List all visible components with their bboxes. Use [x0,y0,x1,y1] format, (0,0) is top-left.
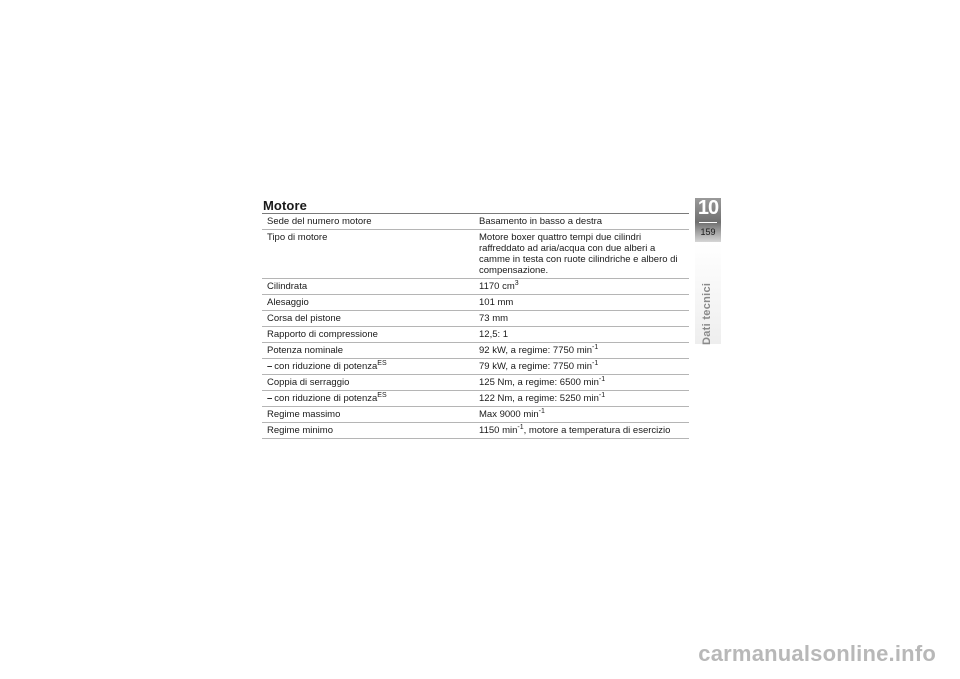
spec-value [473,343,689,359]
spec-value-exponent: -1 [598,376,606,383]
spec-value-text: 1170 cm [479,281,515,292]
table-row [262,311,689,327]
watermark: carmanualsonline.info [698,641,936,666]
table-row [262,327,689,343]
spec-value: 12,5: 1 [479,329,509,340]
spec-value: 101 mm [479,297,514,308]
spec-label-text: con riduzione di potenza [274,361,378,372]
spec-value-text: 125 Nm, a regime: 6500 min [479,377,599,388]
spec-value [473,407,689,423]
spec-label-text: con riduzione di potenza [274,393,378,404]
spec-label [262,359,473,375]
table-row [262,214,689,230]
spec-value [473,391,689,407]
spec-value-text: 79 kW, a regime: 7750 min [479,361,592,372]
spec-value-exponent: -1 [592,360,599,367]
spec-value: Basamento in basso a destra [479,216,603,227]
spec-label-superscript: ES [377,360,387,367]
spec-label: Sede del numero motore [267,216,372,227]
spec-value-text: 122 Nm, a regime: 5250 min [479,393,599,404]
spec-value-exponent: -1 [517,424,524,431]
spec-label: Coppia di serraggio [267,377,350,388]
spec-label: Rapporto di compressione [267,329,378,340]
chapter-side-label: Dati tecnici [701,282,713,345]
spec-label: Alesaggio [267,297,309,308]
table-row [262,423,689,439]
spec-value [473,359,689,375]
engine-spec-table [262,213,689,439]
chapter-number: 10 [697,197,719,219]
spec-label: Regime minimo [267,425,333,436]
spec-value-text: 92 kW, a regime: 7750 min [479,345,592,356]
table-row [262,391,689,407]
table-row [262,230,689,279]
dash-icon: – [267,393,273,404]
spec-value-exponent: -1 [538,408,545,415]
table-row [262,359,689,375]
table-row [262,407,689,423]
spec-label: Potenza nominale [267,345,344,356]
table-row [262,375,689,391]
table-row [262,279,689,295]
spec-value-tail: , motore a temperatura di esercizio [523,425,671,436]
spec-label: Corsa del pistone [267,313,341,324]
spec-value [473,279,689,295]
spec-label: Tipo di motore [267,232,328,243]
table-row [262,343,689,359]
table-row [262,295,689,311]
dash-icon: – [267,361,273,372]
spec-label-superscript: ES [377,392,387,399]
spec-value [473,423,689,439]
spec-value-exponent: -1 [598,392,606,399]
spec-value-text: Max 9000 min [479,409,539,420]
spec-value-exponent: 3 [514,280,519,287]
spec-value: Motore boxer quattro tempi due cilindri raffreddato ad aria/acqua con due alberi a camme in testa con ruote cilindriche e albero di compensazione. [479,232,678,276]
chapter-tab-divider [699,222,717,223]
spec-value: 73 mm [479,313,509,324]
spec-label [262,391,473,407]
spec-label: Cilindrata [267,281,308,292]
page-number: 159 [700,227,716,237]
spec-value [473,375,689,391]
spec-label: Regime massimo [267,409,341,420]
section-title: Motore [263,198,307,213]
spec-value-exponent: -1 [592,344,599,351]
spec-value-text: 1150 min [479,425,518,436]
